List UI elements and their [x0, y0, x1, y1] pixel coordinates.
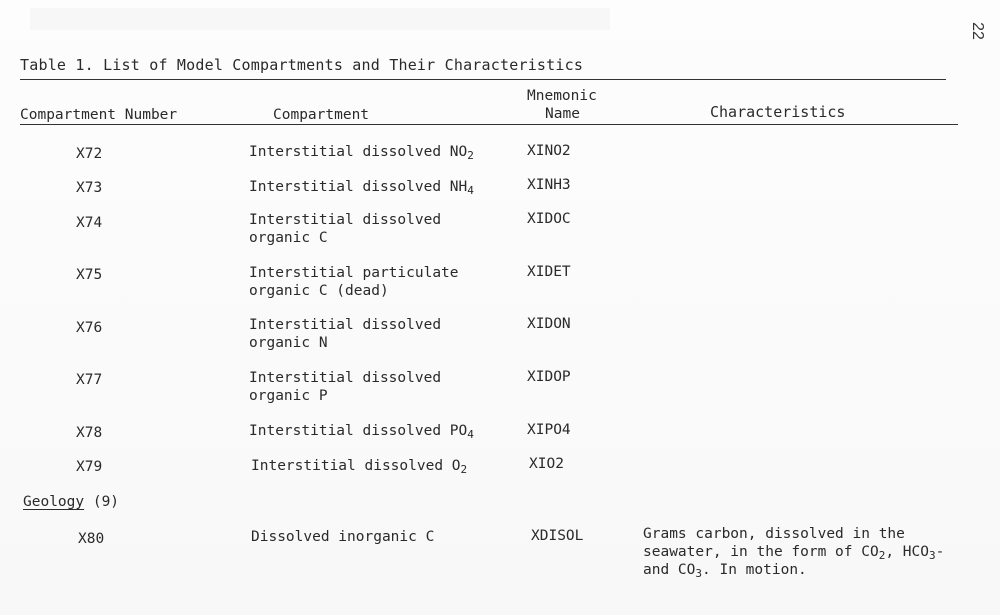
- table-row-compartment-cont: organic P: [249, 388, 328, 404]
- table-row-compartment: Interstitial particulate: [249, 265, 459, 281]
- table-row-compartment: Interstitial dissolved: [249, 212, 442, 228]
- header-compartment-number: Compartment Number: [20, 107, 178, 123]
- table-title: Table 1. List of Model Compartments and Their Characteristics: [20, 56, 584, 74]
- table-row-compartment: Interstitial dissolved $O_2$: [251, 458, 468, 476]
- header-bottom-rule: [20, 124, 958, 125]
- table-row-number: X77: [76, 372, 103, 388]
- table-row-compartment-cont: organic C: [249, 230, 328, 246]
- section-heading: [23, 493, 119, 511]
- table-row-mnemonic: XINO2: [527, 143, 571, 159]
- table-row-number: X80: [78, 531, 105, 547]
- table-row-number: X72: [76, 146, 103, 162]
- table-row-compartment: Interstitial dissolved: [249, 370, 442, 386]
- table-row-compartment-cont: organic C (dead): [249, 283, 389, 299]
- table-row-number: X79: [76, 459, 103, 475]
- table-row-number: X76: [76, 320, 103, 336]
- table-row-characteristics: Grams carbon, dissolved in the: [643, 526, 905, 542]
- header-characteristics: Characteristics: [710, 103, 846, 121]
- table-row-mnemonic: XIDON: [527, 316, 571, 332]
- table-row-characteristics-cont: seawater, in the form of $CO_2$, $HCO_3-$: [643, 544, 945, 562]
- table-row-mnemonic: XIDOP: [527, 369, 571, 385]
- table-top-rule: [20, 79, 946, 80]
- table-row-characteristics-cont: and $CO_3$. In motion.: [643, 562, 807, 580]
- table-row-compartment-cont: organic N: [249, 335, 328, 351]
- table-row-compartment: Interstitial dissolved $PO_4$: [249, 423, 474, 441]
- section-label: Geology: [23, 494, 85, 510]
- page-number: 22: [969, 22, 987, 40]
- show-through-shadow: [30, 8, 610, 30]
- table-row-compartment: Interstitial dissolved $NH_4$: [249, 179, 474, 197]
- table-row-mnemonic: XIO2: [529, 456, 564, 472]
- table-row-number: X74: [76, 215, 103, 231]
- table-row-mnemonic: XIPO4: [527, 422, 571, 438]
- table-row-mnemonic: XIDOC: [527, 211, 571, 227]
- table-row-mnemonic: XIDET: [527, 264, 571, 280]
- table-row-compartment: Interstitial dissolved: [249, 317, 442, 333]
- table-row-compartment: Interstitial dissolved $NO_2$: [249, 144, 474, 162]
- table-row-number: X73: [76, 180, 103, 196]
- section-count: (9): [84, 494, 120, 510]
- header-compartment: Compartment: [273, 107, 370, 123]
- table-row-compartment: Dissolved inorganic C: [251, 529, 435, 545]
- table-row-number: X75: [76, 267, 103, 283]
- table-row-mnemonic: XDISOL: [531, 528, 584, 544]
- table-row-number: X78: [76, 425, 103, 441]
- table-row-mnemonic: XINH3: [527, 177, 571, 193]
- header-name: Name: [545, 106, 580, 122]
- header-mnemonic: Mnemonic: [527, 88, 597, 104]
